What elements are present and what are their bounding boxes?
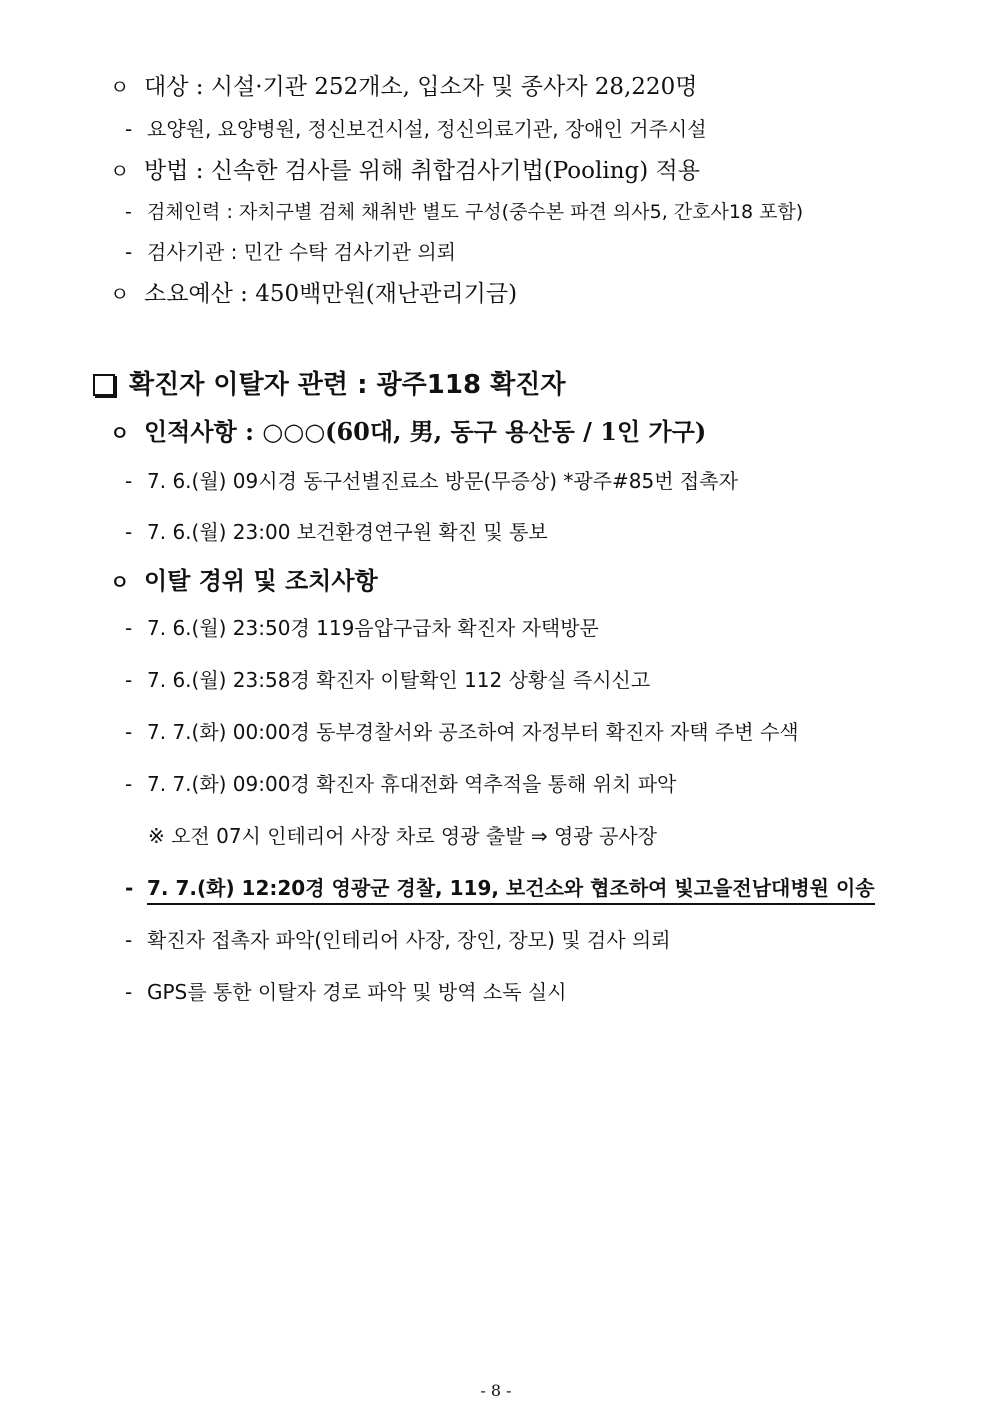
method-detail-line — [125, 242, 456, 262]
circle-bullet-icon: ㅇ — [110, 282, 130, 306]
target-detail-line — [125, 119, 707, 139]
dash-bullet-icon: - — [125, 876, 134, 900]
escape-item — [125, 670, 650, 690]
method-text: 방법 : 신속한 검사를 위해 취합검사기법(Pooling) 적용 — [144, 158, 700, 184]
method-detail-text: 검사기관 : 민간 수탁 검사기관 의뢰 — [147, 240, 457, 264]
personal-item-text: 7. 6.(월) 23:00 보건환경연구원 확진 및 통보 — [147, 520, 548, 544]
page-number: - 8 - — [480, 1381, 512, 1400]
dash-bullet-icon: - — [125, 469, 133, 493]
after-item — [125, 982, 567, 1002]
target-line — [110, 76, 697, 99]
method-line — [110, 160, 700, 183]
after-item-text: 확진자 접촉자 파악(인테리어 사장, 장인, 장모) 및 검사 의뢰 — [147, 928, 671, 952]
target-detail-text: 요양원, 요양병원, 정신보건시설, 정신의료기관, 장애인 거주시설 — [147, 117, 707, 141]
dash-bullet-icon: - — [125, 772, 133, 796]
budget-text: 소요예산 : 450백만원(재난관리기금) — [144, 281, 518, 307]
personal-item — [125, 522, 548, 542]
section-title: 확진자 이탈자 관련 : 광주118 확진자 — [129, 370, 566, 400]
circle-bullet-icon: ㅇ — [110, 421, 130, 445]
personal-item-text: 7. 6.(월) 09시경 동구선별진료소 방문(무증상) *광주#85번 접촉자 — [147, 469, 738, 493]
escape-text: 이탈 경위 및 조치사항 — [144, 566, 378, 595]
dash-bullet-icon: - — [125, 980, 133, 1004]
circle-bullet-icon: ㅇ — [110, 159, 130, 183]
circle-bullet-icon: ㅇ — [110, 570, 130, 594]
escape-item — [125, 774, 676, 794]
note-text: ※ 오전 07시 인테리어 사장 차로 영광 출발 ⇒ 영광 공사장 — [148, 824, 657, 848]
escape-item — [125, 722, 799, 742]
escape-item-text: 7. 7.(화) 00:00경 동부경찰서와 공조하여 자정부터 확진자 자택 주변 수색 — [147, 720, 799, 744]
checkbox-square-icon — [93, 374, 115, 396]
dash-bullet-icon: - — [125, 117, 133, 141]
escape-item — [125, 618, 599, 638]
escape-line — [110, 566, 378, 595]
target-text: 대상 : 시설·기관 252개소, 입소자 및 종사자 28,220명 — [144, 74, 698, 100]
personal-text: 인적사항 : ○○○(60대, 男, 동구 용산동 / 1인 가구) — [144, 417, 707, 446]
dash-bullet-icon: - — [125, 928, 133, 952]
dash-bullet-icon: - — [125, 668, 133, 692]
personal-item — [125, 471, 738, 491]
highlight-item — [125, 878, 875, 898]
personal-line — [110, 417, 707, 446]
circle-bullet-icon: ㅇ — [110, 75, 130, 99]
dash-bullet-icon: - — [125, 720, 133, 744]
budget-line — [110, 283, 517, 306]
escape-item-text: 7. 7.(화) 09:00경 확진자 휴대전화 역추적을 통해 위치 파악 — [147, 772, 677, 796]
dash-bullet-icon: - — [125, 240, 133, 264]
note-line — [148, 826, 657, 846]
highlight-item-text: 7. 7.(화) 12:20경 영광군 경찰, 119, 보건소와 협조하여 빛고을전남대병원 이송 — [147, 876, 875, 905]
escape-item-text: 7. 6.(월) 23:58경 확진자 이탈확인 112 상황실 즉시신고 — [147, 668, 651, 692]
after-item — [125, 930, 671, 950]
after-item-text: GPS를 통한 이탈자 경로 파악 및 방역 소독 실시 — [147, 980, 567, 1004]
escape-item-text: 7. 6.(월) 23:50경 119음압구급차 확진자 자택방문 — [147, 616, 599, 640]
method-detail-line — [125, 203, 803, 222]
section-header — [93, 372, 565, 398]
dash-bullet-icon: - — [125, 616, 133, 640]
dash-bullet-icon: - — [125, 520, 133, 544]
dash-bullet-icon: - — [125, 201, 132, 223]
method-detail-text: 검체인력 : 자치구별 검체 채취반 별도 구성(중수본 파견 의사5, 간호사18 포함) — [147, 201, 804, 223]
